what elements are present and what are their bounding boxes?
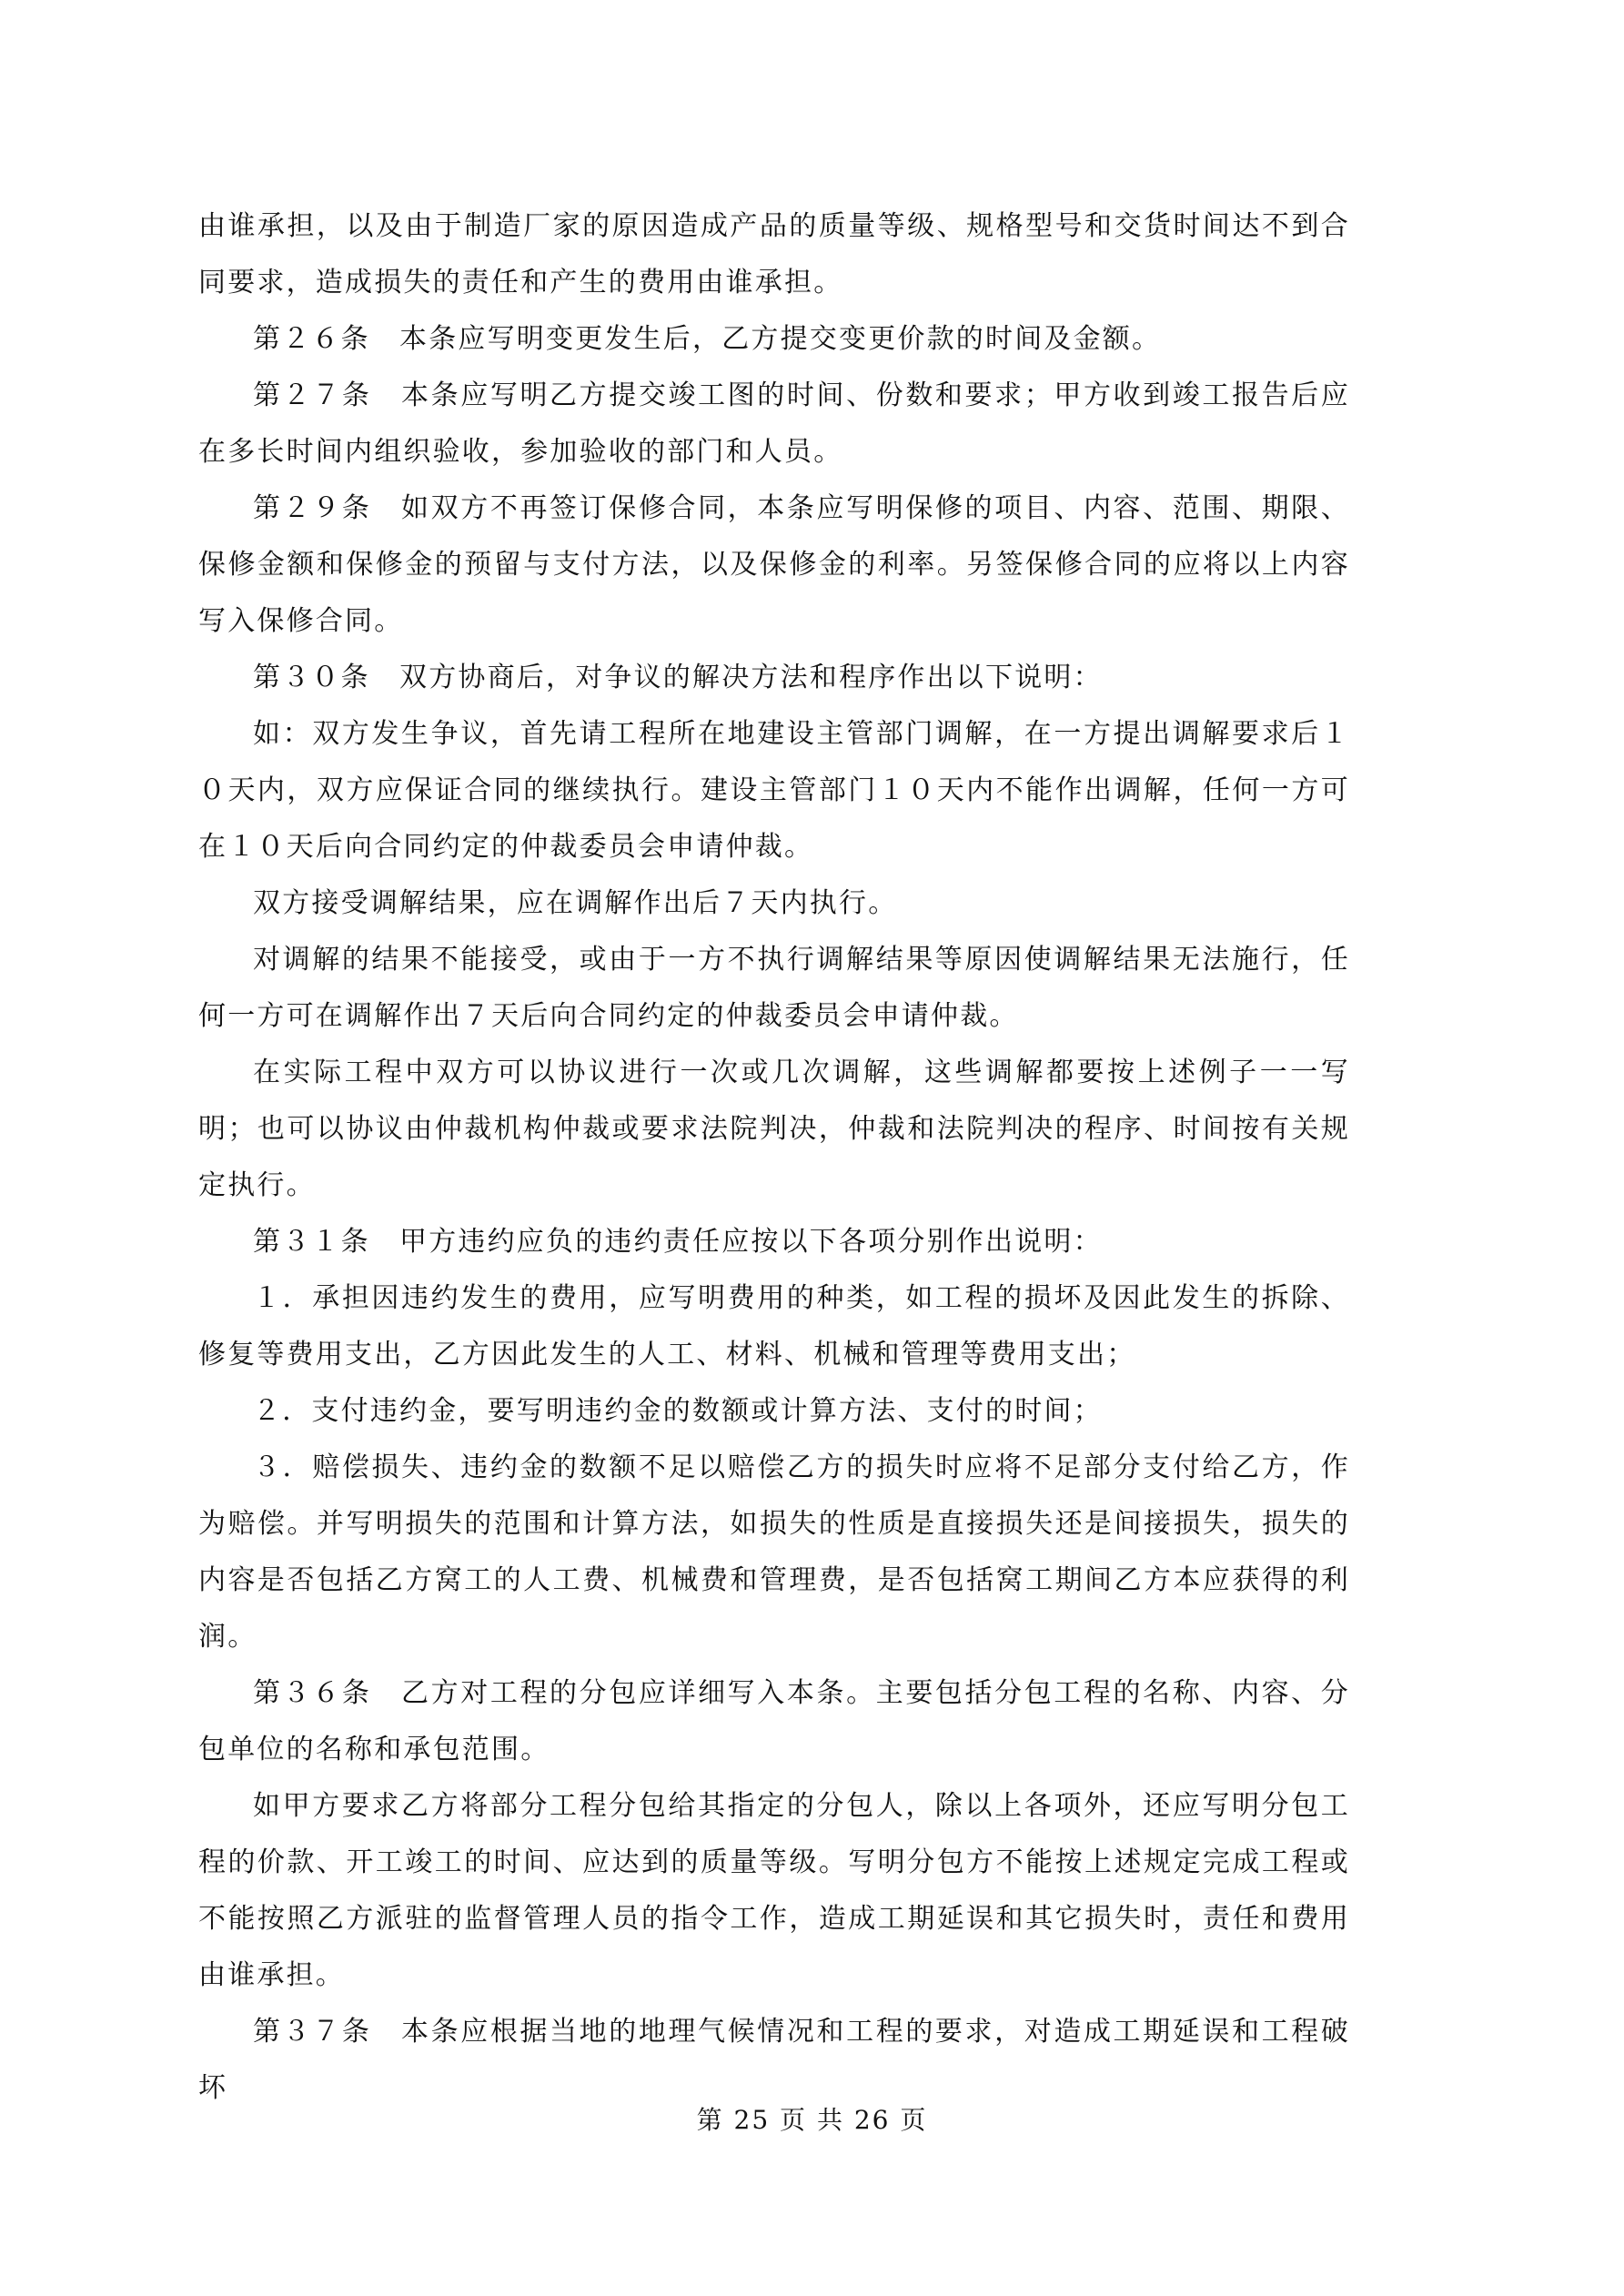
paragraph-article-31: 第３１条 甲方违约应负的违约责任应按以下各项分别作出说明： [253, 1226, 1103, 1258]
paragraph-article-30: 第３０条 双方协商后，对争议的解决方法和程序作出以下说明： [253, 662, 1103, 693]
paragraph-article-26: 第２６条 本条应写明变更发生后，乙方提交变更价款的时间及金额。 [253, 323, 1162, 355]
paragraph-article-37: 第３７条 本条应根据当地的地理气候情况和工程的要求，对造成工期延误和工程破坏 [198, 2016, 1350, 2104]
list-item: ２．支付违约金，要写明违约金的数额或计算方法、支付的时间； [253, 1395, 1103, 1427]
list-item: １．承担因违约发生的费用，应写明费用的种类，如工程的损坏及因此发生的拆除、修复等费用支出，乙方因此发生的人工、材料、机械和管理等费用支出； [198, 1282, 1350, 1371]
page-number-footer: 第 25 页 共 26 页 [696, 2105, 928, 2135]
paragraph: 如：双方发生争议，首先请工程所在地建设主管部门调解，在一方提出调解要求后１０天内，双方应保证合同的继续执行。建设主管部门１０天内不能作出调解，任何一方可在１０天后向合同约定的仲裁委员会申请仲裁。 [198, 718, 1350, 863]
paragraph: 如甲方要求乙方将部分工程分包给其指定的分包人，除以上各项外，还应写明分包工程的价款、开工竣工的时间、应达到的质量等级。写明分包方不能按上述规定完成工程或不能按照乙方派驻的监督管理人员的指令工作，造成工期延误和其它损失时，责任和费用由谁承担。 [198, 1790, 1350, 1991]
paragraph: 对调解的结果不能接受，或由于一方不执行调解结果等原因使调解结果无法施行，任何一方可在调解作出７天后向合同约定的仲裁委员会申请仲裁。 [198, 944, 1350, 1032]
paragraph: 在实际工程中双方可以协议进行一次或几次调解，这些调解都要按上述例子一一写明；也可以协议由仲裁机构仲裁或要求法院判决，仲裁和法院判决的程序、时间按有关规定执行。 [198, 1057, 1350, 1201]
document-body [198, 198, 1350, 2117]
paragraph-article-36: 第３６条 乙方对工程的分包应详细写入本条。主要包括分包工程的名称、内容、分包单位的名称和承包范围。 [198, 1677, 1350, 1765]
paragraph: 双方接受调解结果，应在调解作出后７天内执行。 [253, 887, 898, 919]
list-item: ３．赔偿损失、违约金的数额不足以赔偿乙方的损失时应将不足部分支付给乙方，作为赔偿。并写明损失的范围和计算方法，如损失的性质是直接损失还是间接损失，损失的内容是否包括乙方窝工的人工费、机械费和管理费，是否包括窝工期间乙方本应获得的利润。 [198, 1451, 1350, 1653]
paragraph-article-27: 第２７条 本条应写明乙方提交竣工图的时间、份数和要求；甲方收到竣工报告后应在多长时间内组织验收，参加验收的部门和人员。 [198, 379, 1350, 468]
paragraph: 由谁承担，以及由于制造厂家的原因造成产品的质量等级、规格型号和交货时间达不到合同要求，造成损失的责任和产生的费用由谁承担。 [198, 210, 1350, 298]
paragraph-article-29: 第２９条 如双方不再签订保修合同，本条应写明保修的项目、内容、范围、期限、保修金额和保修金的预留与支付方法，以及保修金的利率。另签保修合同的应将以上内容写入保修合同。 [198, 492, 1350, 637]
